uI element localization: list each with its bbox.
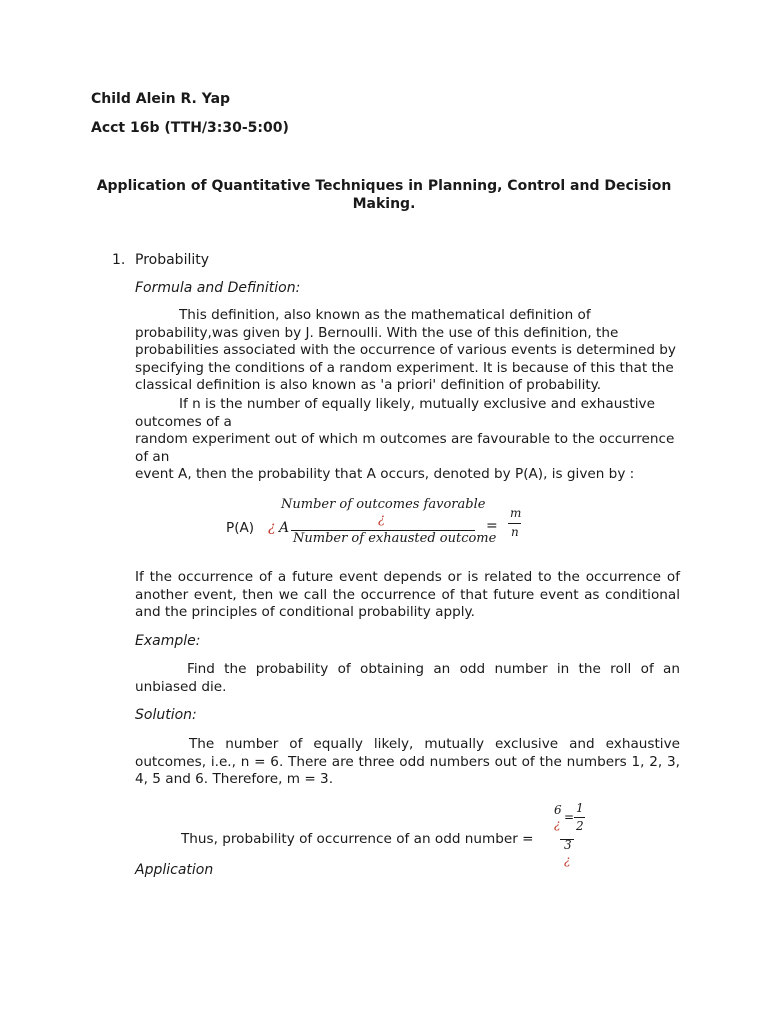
formula-heading: Formula and Definition: bbox=[135, 280, 301, 296]
classical-definition-paragraph bbox=[135, 396, 680, 484]
solution-heading: Solution: bbox=[135, 707, 197, 723]
definition-paragraph bbox=[135, 307, 680, 395]
author-name: Child Alein R. Yap bbox=[91, 91, 231, 107]
result-equals: = bbox=[564, 810, 575, 824]
classical-definition-line-3: event A, then the probability that A occurs, denoted by P(A), is given by : bbox=[135, 466, 635, 482]
result-fraction-bar bbox=[574, 817, 585, 818]
formula-lhs: P(A) bbox=[226, 520, 255, 536]
result-glyph-top: ¿ bbox=[554, 817, 561, 831]
classical-definition-line-1: If n is the number of equally likely, mutually exclusive and exhaustive outcomes of a bbox=[135, 396, 655, 430]
formula-equals: = bbox=[486, 518, 498, 534]
result-two: 2 bbox=[576, 819, 584, 833]
formula-glyph-mid: ¿ bbox=[378, 512, 385, 527]
formula-n: n bbox=[511, 525, 519, 539]
definition-text: This definition, also known as the mathematical definition of probability,was given by J. Bernoulli. With the use of this definition, the probabilities associated with the occurrence of various events is determined by specifying the conditions of a random experiment. It is because of this that the classical definition is also known as 'a priori' definition of probability. bbox=[135, 307, 676, 393]
document-title: Application of Quantitative Techniques in Planning, Control and Decision Making. bbox=[96, 178, 672, 212]
result-one: 1 bbox=[576, 801, 584, 815]
fraction-bar-mn bbox=[508, 523, 521, 524]
formula-numerator: Number of outcomes favorable bbox=[281, 497, 486, 512]
example-heading: Example: bbox=[135, 633, 201, 649]
result-statement: Thus, probability of occurrence of an odd number = bbox=[181, 831, 534, 847]
list-number: 1. bbox=[112, 252, 126, 268]
course-info: Acct 16b (TTH/3:30-5:00) bbox=[91, 120, 289, 136]
section-heading-probability: Probability bbox=[135, 252, 210, 268]
formula-m: m bbox=[510, 506, 522, 520]
example-paragraph bbox=[135, 661, 680, 696]
solution-text: The number of equally likely, mutually exclusive and exhaustive outcomes, i.e., n = 6. There are three odd numbers out of the numbers 1, 2, 3, 4, 5 and 6. Therefore, m = 3. bbox=[135, 736, 680, 787]
formula-denominator: Number of exhausted outcome bbox=[293, 531, 497, 546]
example-text: Find the probability of obtaining an odd number in the roll of an unbiased die. bbox=[135, 661, 680, 695]
solution-paragraph bbox=[135, 736, 680, 789]
formula-glyph: ¿ bbox=[268, 519, 276, 535]
result-six: 6 bbox=[554, 803, 562, 817]
classical-definition-line-2: random experiment out of which m outcomes are favourable to the occurrence of an bbox=[135, 431, 675, 465]
formula-a: A bbox=[279, 520, 290, 536]
result-three: 3 bbox=[564, 838, 572, 852]
result-glyph-bottom: ¿ bbox=[564, 853, 571, 867]
application-heading: Application bbox=[135, 862, 214, 878]
conditional-probability-paragraph: If the occurrence of a future event depends or is related to the occurrence of another event, then we call the occurrence of that future event as conditional and the principles of conditional probability apply. bbox=[135, 569, 680, 620]
